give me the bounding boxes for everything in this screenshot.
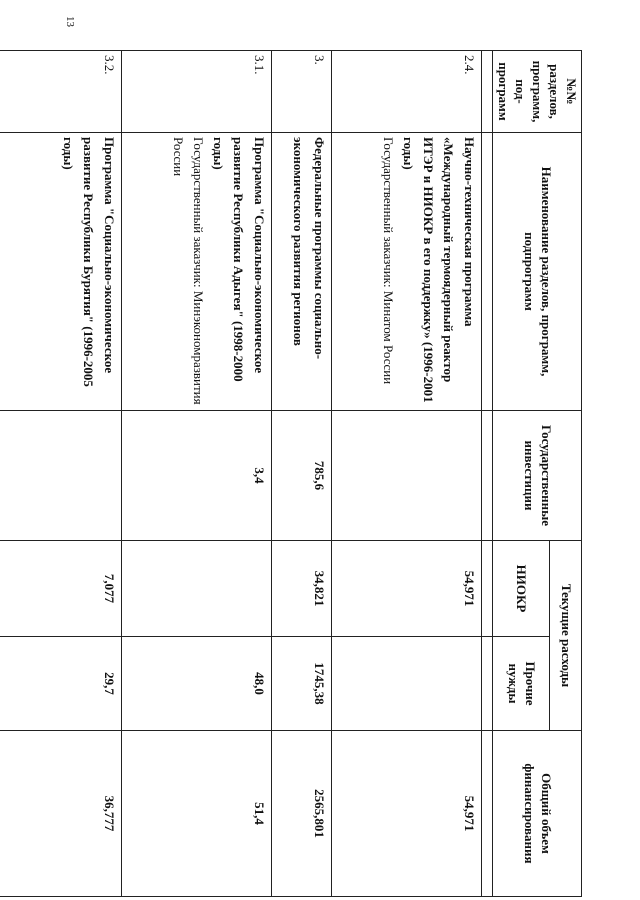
header-other-needs: Прочие нужды [492,637,549,731]
program-title: Научно-техническая программа «Международный термоядерный реактор ИТЭР и НИОКР в его поддержку» (1996-2001 годы) [401,137,477,403]
cell-total: 36,777 [0,731,121,897]
table-row [331,51,481,897]
budget-table [0,50,582,897]
header-name: Наименование разделов, программ, подпрограмм [492,133,581,411]
header-current-expenses: Текущие расходы [549,541,581,731]
header-num: №№ разделов, программ, под-программ [492,51,581,133]
table-row [121,51,271,897]
row-num: 3.1. [121,51,271,133]
cell-gov-investments: 785,6 [271,411,331,541]
cell-gov-investments [0,411,121,541]
cell-niokr: 7,077 [0,541,121,637]
row-name [0,133,121,411]
cell-total: 54,971 [331,731,481,897]
header-total-financing: Общий объем финансирования [492,731,581,897]
row-num: 3. [271,51,331,133]
cell-other-needs: 48,0 [121,637,271,731]
program-title: Федеральные программы социально-экономического развития регионов [291,137,327,360]
program-title: Программа "Социально-экономическое развитие Республики Бурятия" (1996-2005 годы) [61,137,117,387]
table-row [0,51,121,897]
cell-gov-investments [331,411,481,541]
cell-other-needs: 29,7 [0,637,121,731]
cell-niokr: 34,821 [271,541,331,637]
program-title: Программа "Социально-экономическое развитие Республики Адыгея" (1998-2000 годы) [211,137,267,382]
cell-total: 2565,801 [271,731,331,897]
cell-niokr [121,541,271,637]
header-row [549,51,581,897]
row-name [331,133,481,411]
header-gov-investments: Государственные инвестиции [492,411,581,541]
cell-total: 51,4 [121,731,271,897]
cell-other-needs [331,637,481,731]
page-number: 13 [64,16,76,27]
row-name [271,133,331,411]
row-num: 2.4. [331,51,481,133]
table-row [271,51,331,897]
spacer-row [481,51,492,897]
cell-niokr: 54,971 [331,541,481,637]
row-num: 3.2. [0,51,121,133]
state-customer: Государственный заказчик: Минатом России [380,137,396,385]
state-customer: Государственный заказчик: Минэкономразвития России [170,137,207,405]
header-niokr: НИОКР [492,541,549,637]
row-name [121,133,271,411]
cell-gov-investments: 3,4 [121,411,271,541]
cell-other-needs: 1745,38 [271,637,331,731]
